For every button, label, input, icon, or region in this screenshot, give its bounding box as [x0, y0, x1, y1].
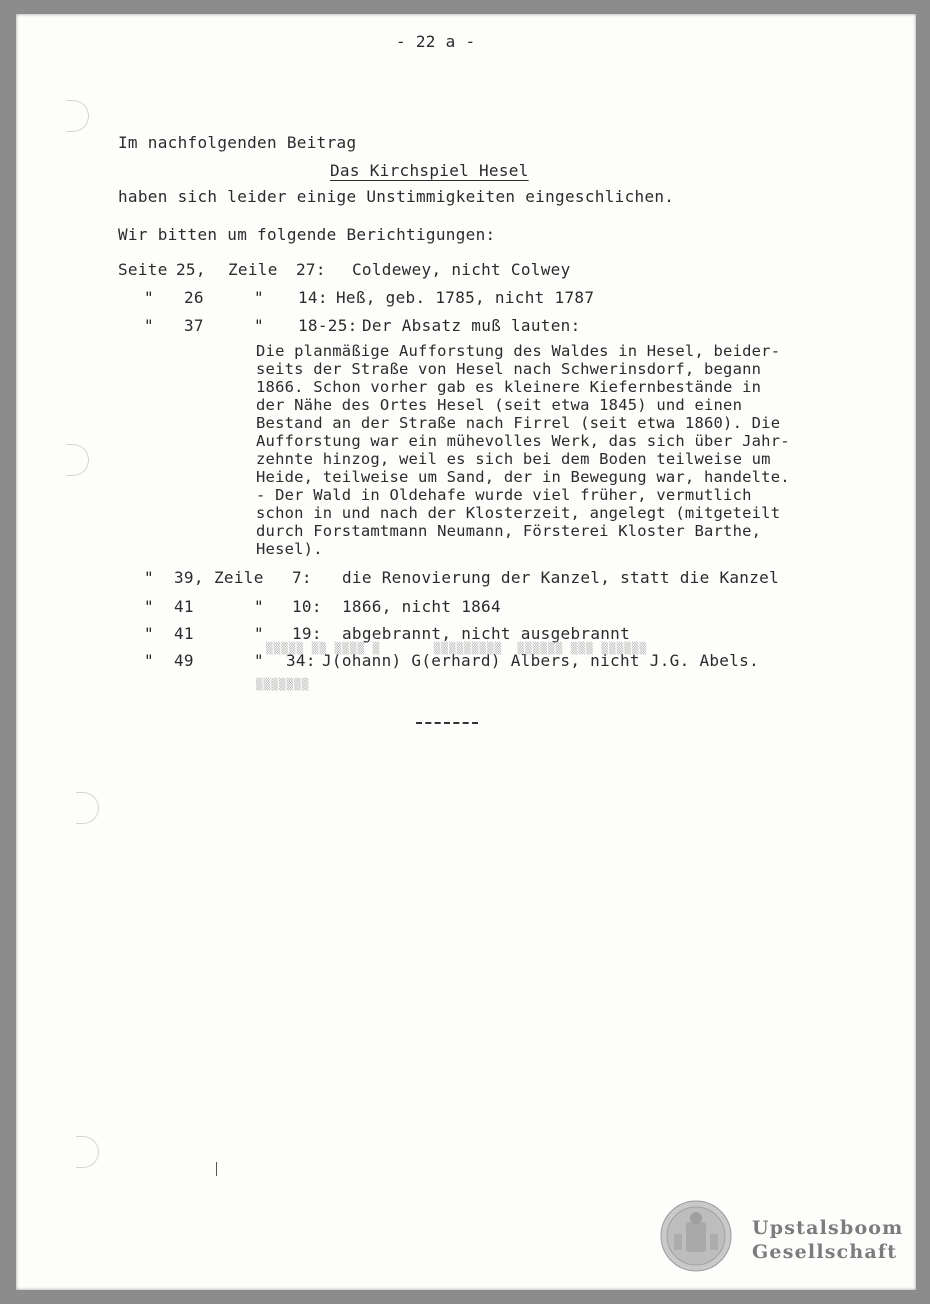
paragraph-line: Hesel). — [256, 540, 323, 558]
correction-line-mark: " — [254, 288, 264, 307]
correction-text: J(ohann) G(erhard) Albers, nicht J.G. Abels. — [322, 651, 760, 670]
correction-page: 49 — [174, 651, 194, 670]
page-number: - 22 a - — [396, 32, 476, 51]
correction-text: abgebrannt, nicht ausgebrannt — [342, 624, 631, 643]
intro-line-3: Wir bitten um folgende Berichtigungen: — [118, 225, 496, 244]
paragraph-line: Bestand an der Straße nach Firrel (seit etwa 1860). Die — [256, 414, 781, 432]
article-title: Das Kirchspiel Hesel — [330, 161, 529, 180]
correction-mark: " — [144, 597, 154, 616]
correction-mark: " — [144, 568, 154, 587]
correction-line: 34: — [286, 651, 316, 670]
correction-mark: " — [144, 651, 154, 670]
correction-page: 41 — [174, 597, 194, 616]
correction-line-mark: " — [254, 651, 264, 670]
correction-text: Heß, geb. 1785, nicht 1787 — [336, 288, 595, 307]
punch-hole — [66, 444, 89, 476]
paragraph-line: zehnte hinzog, weil es sich bei dem Boden teilweise um — [256, 450, 771, 468]
punch-hole — [76, 792, 99, 824]
paragraph-line: schon in und nach der Klosterzeit, angelegt (mitgeteilt — [256, 504, 781, 522]
correction-text: Der Absatz muß lauten: — [362, 316, 581, 335]
intro-line-1: Im nachfolgenden Beitrag — [118, 133, 357, 152]
correction-line: 7: — [292, 568, 312, 587]
paragraph-line: seits der Straße von Hesel nach Schwerinsdorf, begann — [256, 360, 762, 378]
paragraph-line: - Der Wald in Oldehafe wurde viel früher, vermutlich — [256, 486, 752, 504]
paragraph-line: Heide, teilweise um Sand, der in Bewegung war, handelte. — [256, 468, 790, 486]
correction-line-mark: " — [254, 316, 264, 335]
society-seal-icon — [660, 1200, 732, 1272]
show-through-text: ▒▒▒▒▒ ▒▒ ▒▒▒▒ ▒ ▒▒▒▒▒▒▒▒▒ ▒▒▒▒▒▒ ▒▒▒ ▒▒▒▒▒▒ — [266, 642, 648, 655]
correction-line-mark: " — [254, 597, 264, 616]
correction-page: 41 — [174, 624, 194, 643]
paragraph-line: durch Forstamtmann Neumann, Försterei Kloster Barthe, — [256, 522, 762, 540]
wordmark-line-1: Upstalsboom — [752, 1217, 904, 1239]
paragraph-line: der Nähe des Ortes Hesel (seit etwa 1845) und einen — [256, 396, 743, 414]
correction-line-mark: " — [254, 624, 264, 643]
paragraph-line: Die planmäßige Aufforstung des Waldes in Hesel, beider- — [256, 342, 781, 360]
correction-page: 25, — [176, 260, 206, 279]
correction-mark: " — [144, 624, 154, 643]
intro-line-2: haben sich leider einige Unstimmigkeiten eingeschlichen. — [118, 187, 675, 206]
punch-hole — [66, 100, 89, 132]
correction-line: 10: — [292, 597, 322, 616]
correction-text: 1866, nicht 1864 — [342, 597, 501, 616]
correction-mark: " — [144, 316, 154, 335]
correction-page: 37 — [184, 316, 204, 335]
correction-line: 18-25: — [298, 316, 358, 335]
correction-mark: " — [144, 288, 154, 307]
show-through-text: ▒▒▒▒▒▒▒ — [256, 678, 310, 691]
correction-page: 26 — [184, 288, 204, 307]
wordmark-line-2: Gesellschaft — [752, 1241, 898, 1263]
document-page — [16, 14, 916, 1290]
punch-hole — [76, 1136, 99, 1168]
correction-text: die Renovierung der Kanzel, statt die Kanzel — [342, 568, 780, 587]
society-wordmark — [752, 1216, 904, 1264]
paragraph-line: 1866. Schon vorher gab es kleinere Kiefernbestände in — [256, 378, 762, 396]
correction-line-mark: Zeile — [228, 260, 278, 279]
correction-line: 27: — [296, 260, 326, 279]
margin-mark — [216, 1162, 217, 1176]
correction-line-mark: Zeile — [214, 568, 264, 587]
end-separator — [416, 722, 478, 724]
correction-page: 39, — [174, 568, 204, 587]
correction-mark: Seite — [118, 260, 168, 279]
paragraph-line: Aufforstung war ein mühevolles Werk, das sich über Jahr- — [256, 432, 790, 450]
correction-text: Coldewey, nicht Colwey — [352, 260, 571, 279]
correction-line: 14: — [298, 288, 328, 307]
correction-line: 19: — [292, 624, 322, 643]
